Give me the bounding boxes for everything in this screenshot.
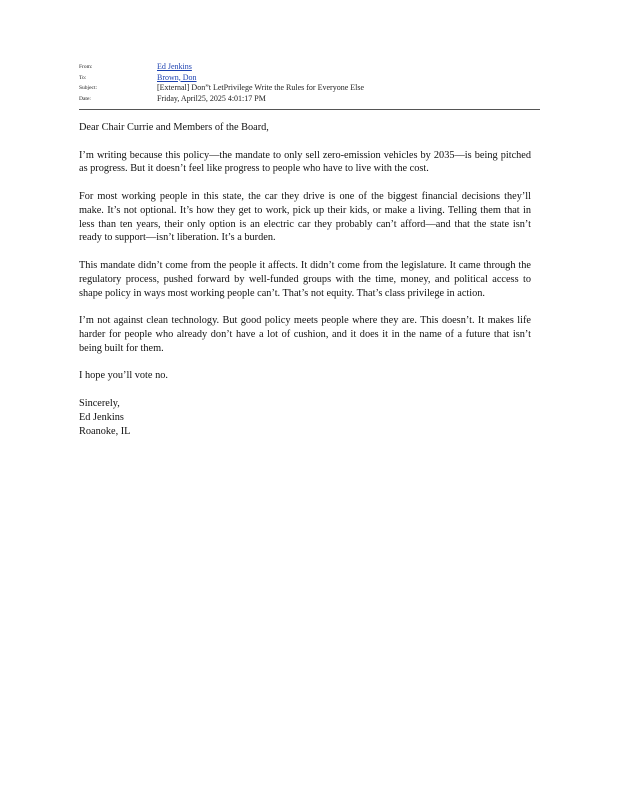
paragraph: For most working people in this state, the car they drive is one of the biggest financial decisions they’ll make. It’s not optional. It’s how they get to work, pick up their kids, or make a living. Telling them that in less than ten years, their only option is an electric car they probably can’t afford—and that the state isn’t ready to support—isn’t liberation. It’s a burden.: [79, 190, 531, 244]
email-header: [79, 62, 539, 104]
salutation: Dear Chair Currie and Members of the Board,: [79, 122, 269, 133]
date-row: [79, 94, 539, 105]
date-value: Friday, April25, 2025 4:01:17 PM: [157, 93, 266, 103]
signature-location: Roanoke, IL: [79, 425, 131, 437]
to-label: To:: [79, 74, 87, 81]
closing: Sincerely,: [79, 397, 120, 409]
from-label: From:: [79, 64, 93, 70]
paragraph: This mandate didn’t come from the people it affects. It didn’t come from the legislature. It came through the regulatory process, pushed forward by well-funded groups with the time, money, and political access to shape policy in ways most working people can’t. That’s not equity. That’s class privilege in action.: [79, 259, 531, 299]
paragraph: I hope you’ll vote no.: [79, 370, 168, 382]
signature-name: Ed Jenkins: [79, 411, 124, 423]
paragraph: I’m not against clean technology. But good policy meets people where they are. This doesn’t. It makes life harder for people who already don’t have a lot of cushion, and it does it in the name of a future that isn’t being built for them.: [79, 315, 531, 354]
paragraph: I’m writing because this policy—the mandate to only sell zero-emission vehicles by 2035—is being pitched as progress. But it doesn’t feel like progress to people who have to live with the cost.: [79, 149, 531, 175]
date-label: Date:: [79, 95, 91, 102]
header-divider: [79, 109, 540, 110]
from-link[interactable]: Ed Jenkins: [157, 62, 192, 71]
subject-label: Subject:: [79, 85, 98, 91]
letter-body: [79, 121, 531, 438]
from-row: [79, 62, 539, 73]
subject-row: [79, 83, 539, 94]
to-row: [79, 73, 539, 84]
subject-value: [External] Don”t LetPrivilege Write the Rules for Everyone Else: [157, 83, 365, 92]
to-link[interactable]: Brown, Don: [157, 72, 197, 82]
